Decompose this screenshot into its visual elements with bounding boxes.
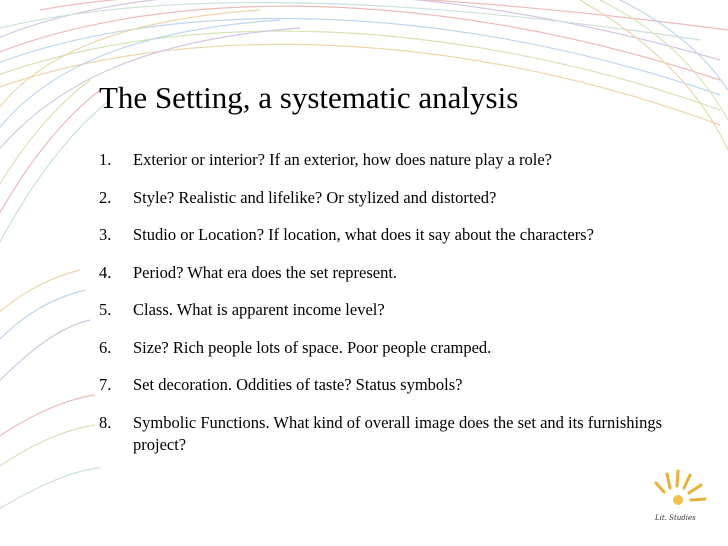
page-title: The Setting, a systematic analysis <box>99 80 519 115</box>
list-item-text: Class. What is apparent income level? <box>133 300 385 319</box>
list-item-number: 3. <box>99 225 112 244</box>
list-item <box>99 299 714 321</box>
list-item-text: Studio or Location? If location, what does it say about the characters? <box>133 225 594 244</box>
list-item <box>99 149 714 171</box>
list-item <box>99 224 714 246</box>
list-item-number: 5. <box>99 300 112 319</box>
list-item-text: Symbolic Functions. What kind of overall image does the set and its furnishings project? <box>133 412 662 454</box>
list-item <box>99 374 714 396</box>
list-item-text: Period? What era does the set represent. <box>133 262 398 282</box>
list-item-number: 6. <box>99 337 112 357</box>
list-item-number: 8. <box>99 412 112 432</box>
list-item <box>99 187 714 209</box>
list-item-text: Size? Rich people lots of space. Poor people cramped. <box>133 337 492 357</box>
list-item-text: Style? Realistic and lifelike? Or stylized and distorted? <box>133 187 497 207</box>
list-item-number: 7. <box>99 375 112 394</box>
list-item-number: 2. <box>99 187 112 207</box>
list-item-text: Exterior or interior? If an exterior, how does nature play a role? <box>133 150 552 169</box>
list-item-text: Set decoration. Oddities of taste? Status symbols? <box>133 375 463 394</box>
list-item <box>99 412 714 456</box>
list-item <box>99 337 714 359</box>
list-item <box>99 262 714 284</box>
list-item-number: 1. <box>99 150 112 169</box>
logo-caption: Lit. Studies <box>655 514 696 522</box>
analysis-list <box>99 149 714 471</box>
list-item-number: 4. <box>99 262 112 282</box>
